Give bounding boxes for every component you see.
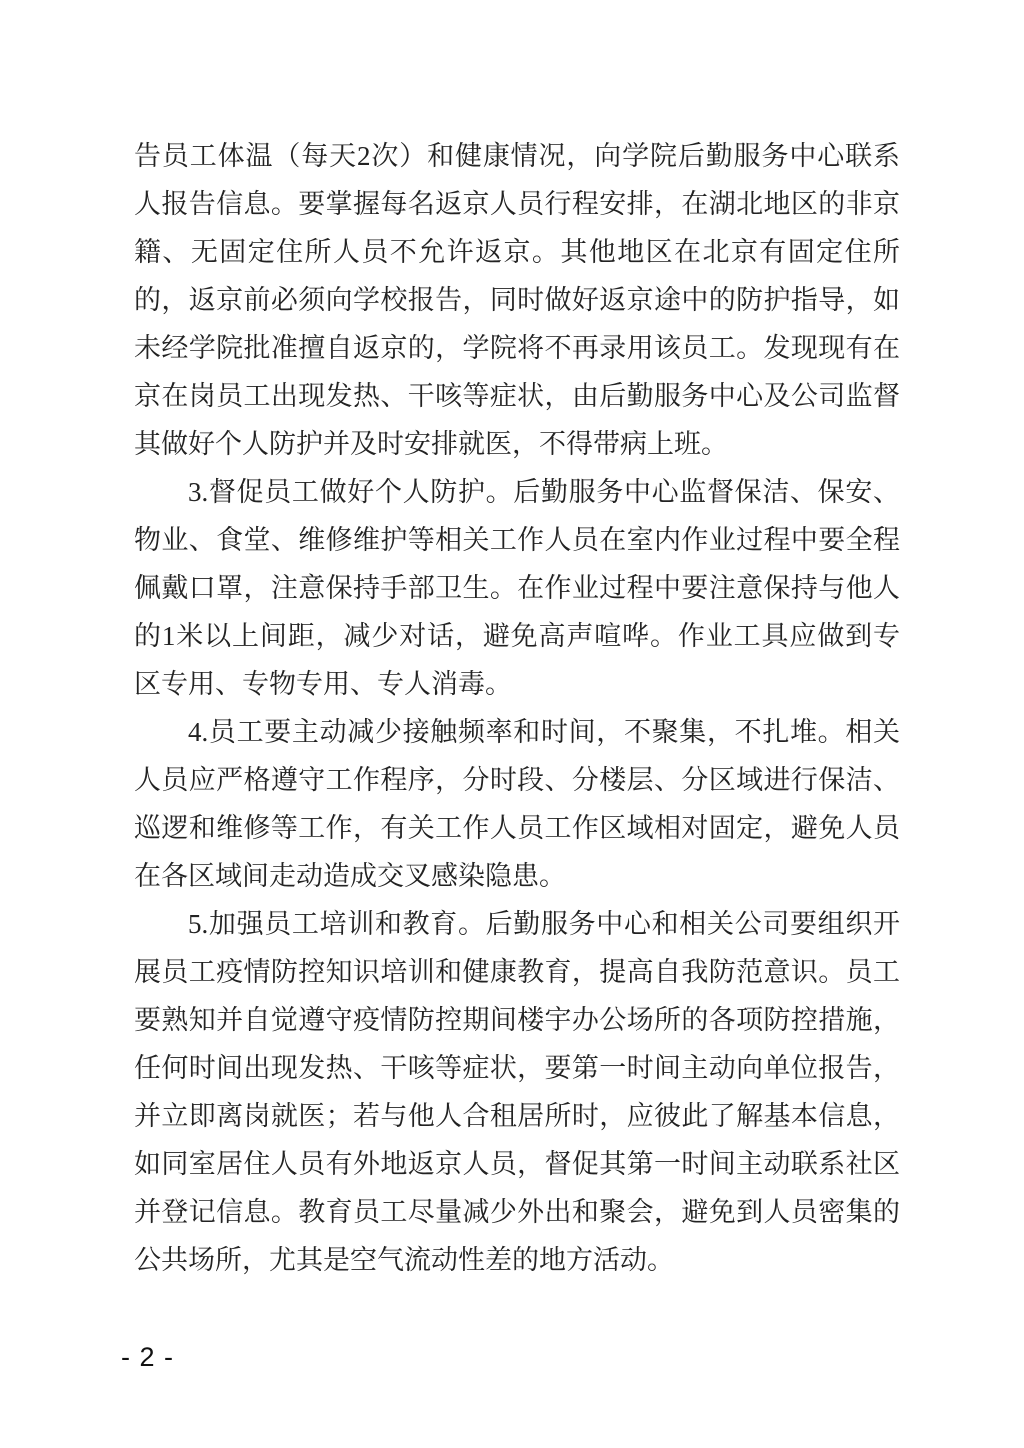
paragraph: 4.员工要主动减少接触频率和时间，不聚集，不扎堆。相关人员应严格遵守工作程序，分时段、分楼层、分区域进行保洁、巡逻和维修等工作，有关工作人员工作区域相对固定，避免人员在各区域间走动造成交叉感染隐患。 — [134, 717, 900, 891]
paragraph: 告员工体温（每天2次）和健康情况，向学院后勤服务中心联系人报告信息。要掌握每名返京人员行程安排，在湖北地区的非京籍、无固定住所人员不允许返京。其他地区在北京有固定住所的，返京前必须向学校报告，同时做好返京途中的防护指导，如未经学院批准擅自返京的，学院将不再录用该员工。发现现有在京在岗员工出现发热、干咳等症状，由后勤服务中心及公司监督其做好个人防护并及时安排就医，不得带病上班。 — [134, 141, 900, 459]
page-number: - 2 - — [121, 1342, 175, 1372]
paragraph: 5.加强员工培训和教育。后勤服务中心和相关公司要组织开展员工疫情防控知识培训和健康教育，提高自我防范意识。员工要熟知并自觉遵守疫情防控期间楼宇办公场所的各项防控措施，任何时间出现发热、干咳等症状，要第一时间主动向单位报告，并立即离岗就医；若与他人合租居所时，应彼此了解基本信息，如同室居住人员有外地返京人员，督促其第一时间主动联系社区并登记信息。教育员工尽量减少外出和聚会，避免到人员密集的公共场所，尤其是空气流动性差的地方活动。 — [134, 909, 900, 1275]
document-body — [134, 132, 900, 1284]
paragraph: 3.督促员工做好个人防护。后勤服务中心监督保洁、保安、物业、食堂、维修维护等相关工作人员在室内作业过程中要全程佩戴口罩，注意保持手部卫生。在作业过程中要注意保持与他人的1米以上间距，减少对话，避免高声喧哗。作业工具应做到专区专用、专物专用、专人消毒。 — [134, 477, 900, 699]
